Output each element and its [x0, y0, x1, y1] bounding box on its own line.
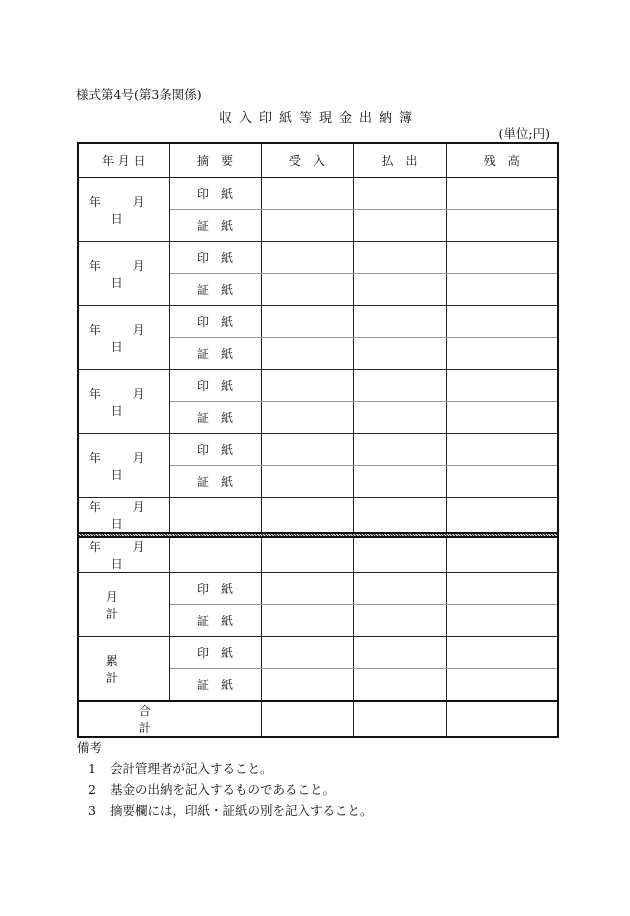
header-balance: 残 高 — [446, 143, 558, 178]
notes-section — [77, 737, 373, 821]
cumulative-row — [78, 637, 558, 669]
header-receipt: 受 入 — [261, 143, 353, 178]
receipt-cell[interactable] — [261, 434, 353, 466]
receipt-cell[interactable] — [261, 466, 353, 498]
receipt-cell[interactable] — [261, 402, 353, 434]
payment-cell[interactable] — [353, 338, 446, 370]
payment-cell[interactable] — [353, 573, 446, 605]
receipt-cell[interactable] — [261, 242, 353, 274]
payment-cell[interactable] — [353, 537, 446, 573]
payment-cell[interactable] — [353, 605, 446, 637]
balance-cell[interactable] — [446, 210, 558, 242]
payment-cell[interactable] — [353, 701, 446, 737]
balance-cell[interactable] — [446, 637, 558, 669]
summary-certificate: 証 紙 — [169, 338, 261, 370]
entry-row — [78, 178, 558, 210]
summary-stamp: 印 紙 — [169, 637, 261, 669]
note-number: 3 — [88, 803, 96, 818]
balance-cell[interactable] — [446, 178, 558, 210]
total-label: 合 計 — [78, 701, 261, 737]
summary-stamp: 印 紙 — [169, 178, 261, 210]
summary-certificate: 証 紙 — [169, 210, 261, 242]
entry-row — [78, 306, 558, 338]
payment-cell[interactable] — [353, 306, 446, 338]
date-cell[interactable]: 年 月 日 — [78, 306, 169, 370]
date-cell[interactable]: 年 月 日 — [78, 434, 169, 498]
receipt-cell[interactable] — [261, 274, 353, 306]
date-cell[interactable]: 年 月 日 — [78, 242, 169, 306]
payment-cell[interactable] — [353, 498, 446, 534]
receipt-cell[interactable] — [261, 306, 353, 338]
receipt-cell[interactable] — [261, 210, 353, 242]
cumulative-label: 累 計 — [78, 637, 169, 702]
summary-certificate: 証 紙 — [169, 466, 261, 498]
header-row — [78, 143, 558, 178]
payment-cell[interactable] — [353, 370, 446, 402]
receipt-cell[interactable] — [261, 605, 353, 637]
entry-row — [78, 242, 558, 274]
ledger-table — [77, 142, 559, 738]
payment-cell[interactable] — [353, 402, 446, 434]
summary-stamp: 印 紙 — [169, 370, 261, 402]
payment-cell[interactable] — [353, 274, 446, 306]
monthly-row — [78, 573, 558, 605]
date-cell[interactable]: 年 月 日 — [78, 498, 169, 534]
summary-cell[interactable] — [169, 537, 261, 573]
payment-cell[interactable] — [353, 466, 446, 498]
entry-row — [78, 498, 558, 534]
summary-cell[interactable] — [169, 498, 261, 534]
receipt-cell[interactable] — [261, 573, 353, 605]
summary-stamp: 印 紙 — [169, 242, 261, 274]
total-row — [78, 701, 558, 737]
receipt-cell[interactable] — [261, 537, 353, 573]
monthly-label: 月 計 — [78, 573, 169, 637]
balance-cell[interactable] — [446, 338, 558, 370]
header-summary: 摘 要 — [169, 143, 261, 178]
form-id: 様式第4号(第3条関係) — [76, 87, 202, 102]
summary-certificate: 証 紙 — [169, 274, 261, 306]
payment-cell[interactable] — [353, 637, 446, 669]
balance-cell[interactable] — [446, 402, 558, 434]
receipt-cell[interactable] — [261, 338, 353, 370]
summary-certificate: 証 紙 — [169, 402, 261, 434]
unit-label: (単位;円) — [498, 126, 550, 141]
balance-cell[interactable] — [446, 701, 558, 737]
note-item — [77, 800, 373, 821]
payment-cell[interactable] — [353, 669, 446, 702]
balance-cell[interactable] — [446, 242, 558, 274]
balance-cell[interactable] — [446, 274, 558, 306]
note-text: 基金の出納を記入するものであること。 — [109, 782, 335, 797]
balance-cell[interactable] — [446, 605, 558, 637]
receipt-cell[interactable] — [261, 498, 353, 534]
summary-stamp: 印 紙 — [169, 573, 261, 605]
note-item — [77, 779, 373, 800]
balance-cell[interactable] — [446, 537, 558, 573]
header-date: 年 月 日 — [78, 143, 169, 178]
note-text: 摘要欄には，印紙・証紙の別を記入すること。 — [109, 803, 373, 818]
payment-cell[interactable] — [353, 242, 446, 274]
payment-cell[interactable] — [353, 434, 446, 466]
balance-cell[interactable] — [446, 370, 558, 402]
balance-cell[interactable] — [446, 498, 558, 534]
summary-stamp: 印 紙 — [169, 434, 261, 466]
entry-row — [78, 537, 558, 573]
notes-heading: 備考 — [77, 740, 103, 755]
header-payment: 払 出 — [353, 143, 446, 178]
date-cell[interactable]: 年 月 日 — [78, 178, 169, 242]
balance-cell[interactable] — [446, 466, 558, 498]
document-title: 収入印紙等現金出納簿 — [218, 111, 419, 126]
balance-cell[interactable] — [446, 306, 558, 338]
note-number: 1 — [88, 761, 96, 776]
receipt-cell[interactable] — [261, 669, 353, 702]
payment-cell[interactable] — [353, 178, 446, 210]
summary-stamp: 印 紙 — [169, 306, 261, 338]
summary-certificate: 証 紙 — [169, 605, 261, 637]
receipt-cell[interactable] — [261, 637, 353, 669]
date-cell[interactable]: 年 月 日 — [78, 370, 169, 434]
note-item — [77, 758, 373, 779]
date-cell[interactable]: 年 月 日 — [78, 537, 169, 573]
receipt-cell[interactable] — [261, 701, 353, 737]
summary-certificate: 証 紙 — [169, 669, 261, 702]
receipt-cell[interactable] — [261, 370, 353, 402]
balance-cell[interactable] — [446, 434, 558, 466]
receipt-cell[interactable] — [261, 178, 353, 210]
payment-cell[interactable] — [353, 210, 446, 242]
balance-cell[interactable] — [446, 573, 558, 605]
entry-row — [78, 370, 558, 402]
note-number: 2 — [88, 782, 96, 797]
entry-row — [78, 434, 558, 466]
note-text: 会計管理者が記入すること。 — [109, 761, 273, 776]
balance-cell[interactable] — [446, 669, 558, 702]
